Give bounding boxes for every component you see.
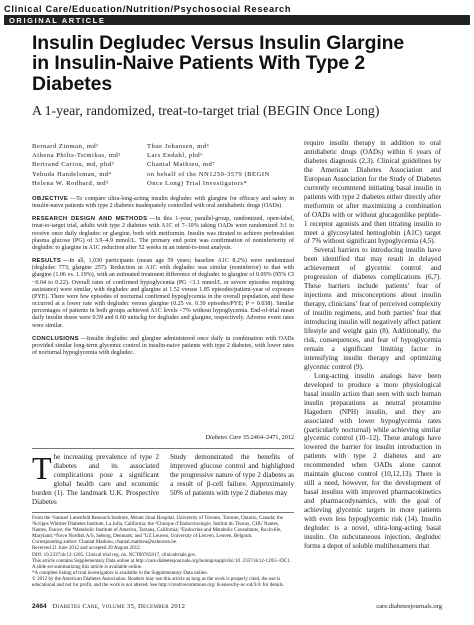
abstract-divider xyxy=(32,448,294,449)
body-paragraph: Several barriers to introducing insulin have been identified that may result in delayed achievement of glycemic control and progression of diabetes complications (6,7). These barriers include patients’ fear of injections and misconceptions about insulin therapy, clinicians’ fear of perceived complexity of insulin regimens, and both parties’ fear that introducing insulin will negatively affect patient lifestyle and weight gain (8). Additionally, the risk, consequences, and fear of hypoglycemia remain a significant limiting factor in intensifying insulin therapy and optimizing glycemic control (9). xyxy=(304,246,441,371)
article-type-banner xyxy=(4,15,470,25)
article-type-label: ORIGINAL ARTICLE xyxy=(9,15,106,25)
abstract-methods xyxy=(32,216,294,252)
citation-ref: 35:2464–2471, 2012 xyxy=(242,434,294,441)
footnote-dates: Received 21 June 2012 and accepted 28 August 2012. xyxy=(32,545,141,552)
footer-url: care.diabetesjournals.org xyxy=(376,603,442,610)
footnote-supplementary: This article contains Supplementary Data online at http://care.diabetesjournals.org/lookup/suppl/doi:10 .2337/dc12-1205/-/DC1. xyxy=(32,557,291,564)
abstract-text: —In all, 1,030 participants (mean age 59 years; baseline A1C 8.2%) were randomized (degludec 773; glargine 257). Reduction in A1C with degludec was similar (noninferior) to that with glargine (1.06 vs. 1.19%), with an estimated treatment difference of degludec to glargine of 0.09% (95% CI −0.04 to 0.22). Overall rates of confirmed hypoglycemia (PG <3.1 mmol/L or severe episodes requiring assistance) were similar, with degludec and glargine at 1.52 versus 1.85 episodes/patient-year of exposure (PYE). There were few episodes of nocturnal confirmed hypoglycemia in the overall population, and these occurred at a lower rate with degludec versus glargine (0.25 vs. 0.39 episodes/PYE; P = 0.038). Similar percentages of patients in both groups achieved A1C levels <7% without hypoglycemia. End-of-trial mean daily insulin doses were 0.59 and 0.60 units/kg for degludec and glargine, respectively. Adverse event rates were similar. xyxy=(32,258,294,329)
abstract-heading: CONCLUSIONS xyxy=(32,335,79,342)
running-header-sections: Clinical Care/Education/Nutrition/Psychosocial Research xyxy=(4,4,292,14)
page-footer xyxy=(32,603,442,610)
author-group: on behalf of the NN1250-3579 (BEGIN xyxy=(147,170,270,178)
page-number: 2464 xyxy=(32,603,47,610)
body-column-middle xyxy=(170,453,294,498)
author-list-left xyxy=(32,142,121,188)
body-paragraph: Long-acting insulin analogs have been developed to produce a more physiological basal insulin action than seen with such human insulin preparations as neutral protamine Hagedorn (NPH) insulin, and they are associated with lower hypoglycemia rates (particularly nocturnal) while achieving similar glycemic control (10–12). These analogs have lowered the barrier for insulin introduction in patients with type 2 diabetes and are recommended when OADs alone cannot maintain glucose control (10,12,13). There is still a need, however, for the development of basal insulins with improved pharmacokinetics and pharmacodynamics, with the goal of achieving glycemic targets in more patients with even less hypoglycemic risk (14). Insulin degludec is a novel, ultra-long-acting basal insulin. On subcutaneous injection, degludec forms a depot of soluble multihexamers that xyxy=(304,371,441,550)
article-title xyxy=(32,33,452,94)
abstract-text: —Insulin degludec and glargine administered once daily in combination with OADs provided similar long-term glycemic control in insulin-naive patients with type 2 diabetes, with lower rates of nocturnal hypoglycemia with degludec. xyxy=(32,335,294,356)
running-header xyxy=(4,4,470,14)
footnotes xyxy=(32,515,294,588)
abstract-objective xyxy=(32,196,294,210)
abstract-text: —To compare ultra-long-acting insulin degludec with glargine for efficacy and safety in insulin-naive patients with type 2 diabetes inadequately controlled with oral antidiabetic drugs (OADs). xyxy=(32,196,294,210)
body-text: he increasing prevalence of type 2 diabetes and its associated complications pose a significant global health care and economic burden (1). The landmark U.K. Prospective Diabetes xyxy=(32,453,159,506)
author-name: Lars Endahl, phd⁶ xyxy=(147,152,204,160)
article-subtitle: A 1-year, randomized, treat-to-target trial (BEGIN Once Long) xyxy=(32,103,380,118)
footnote-affiliations: From the ¹Samuel Lunenfeld Research Institute, Mount Sinai Hospital, University of Toronto, Toronto, Ontario, Canada; the ²Scripps Whittier Diabetes Institute, La Jolla, California; the ³Clinique d’Endocrinologie, Institut du Thorax, CHU Nantes, Nantes, France; the ⁴Metabolic Institute of America, Tarzana, California; ⁵Endocrine and Metabolic Consultants, Rockville, Maryland; ⁶Novo Nordisk A/S, Søborg, Denmark; and ⁷UZ Leuven, University of Leuven, Leuven, Belgium. xyxy=(32,515,283,540)
abstract-results xyxy=(32,258,294,330)
body-text: Study demonstrated the benefits of improved glucose control and highlighted the progressive nature of type 2 diabetes as a result of β-cell failure. Approximately 50% of patients with type 2 diabetes may xyxy=(170,453,294,497)
body-column-left xyxy=(32,450,159,506)
footnote-copyright: © 2012 by the American Diabetes Association. Readers may use this article as long as the work is properly cited, the use is educational and not for profit, and the work is not altered. See http://creativecommons.org/ licenses/by-nc-nd/3.0/ for details. xyxy=(32,575,285,589)
title-line: in Insulin-Naive Patients With Type 2 xyxy=(32,52,366,75)
author-name: Bertrand Cariou, md, phd³ xyxy=(32,161,115,169)
footnote-divider xyxy=(32,512,294,513)
abstract-heading: OBJECTIVE xyxy=(32,196,69,202)
footnote-investigators: *A complete listing of trial investigators is available in the Supplementary Data online. xyxy=(32,569,208,576)
body-paragraph: require insulin therapy in addition to oral antidiabetic drugs (OADs) within 6 years of diabetes diagnosis (2,3). Clinical guidelines by the American Diabetes Association and European Association for the Study of Diabetes currently recommend initiating basal insulin in patients with type 2 diabetes either directly after metformin or after maximizing a combination of OADs with or without glucagonlike peptide-1 receptor agonists and then titrating insulin to meet a glycosylated hemoglobin (A1C) target of 7% without significant hypoglycemia (4,5). xyxy=(304,139,441,246)
abstract-conclusions xyxy=(32,336,294,357)
footnote-doi: DOI: 10.2337/dc12-1205. Clinical trial reg. no. NCT00765817, clinicaltrials.gov. xyxy=(32,551,197,558)
drop-cap: T xyxy=(32,450,52,486)
abstract xyxy=(32,196,294,363)
citation xyxy=(32,434,294,441)
author-name: Chantal Mathieu, md⁷ xyxy=(147,161,216,169)
abstract-heading: RESULTS xyxy=(32,258,62,265)
footnote-corresponding-author: Corresponding author: Chantal Mathieu, chantal.mathieu@uzleuven.be. xyxy=(32,539,178,546)
author-name: Yehuda Handelsman, md⁴ xyxy=(32,170,112,178)
author-group: Once Long) Trial Investigators* xyxy=(147,179,248,187)
author-name: Athena Philis-Tsimikas, md² xyxy=(32,152,121,160)
citation-journal: Diabetes Care xyxy=(205,434,242,441)
author-list-right xyxy=(147,142,270,188)
author-name: Thue Johansen, md⁶ xyxy=(147,143,210,150)
author-name: Helena W. Rodbard, md⁵ xyxy=(32,179,109,187)
abstract-text: —In this 1-year, parallel-group, randomized, open-label, treat-to-target trial, adults with type 2 diabetes with A1C of 7–10% taking OADs were randomized 3:1 to receive once daily degludec or glargine, both with metformin. Insulin was titrated to achieve prebreakfast plasma glucose (PG) of 3.9–4.9 mmol/L. The primary end point was confirmation of noninferiority of degludec to glargine in A1C reduction after 52 weeks in an intent-to-treat analysis. xyxy=(32,216,294,251)
abstract-heading: RESEARCH DESIGN AND METHODS xyxy=(32,216,148,223)
footnote-slide-set: A slide set summarizing this article is available online. xyxy=(32,563,143,570)
title-line: Insulin Degludec Versus Insulin Glargine xyxy=(32,32,405,54)
title-line: Diabetes xyxy=(32,72,113,95)
footer-journal: Diabetes Care, volume 35, December 2012 xyxy=(52,603,186,610)
body-column-right xyxy=(304,139,441,551)
author-name: Bernard Zinman, md¹ xyxy=(32,143,99,150)
